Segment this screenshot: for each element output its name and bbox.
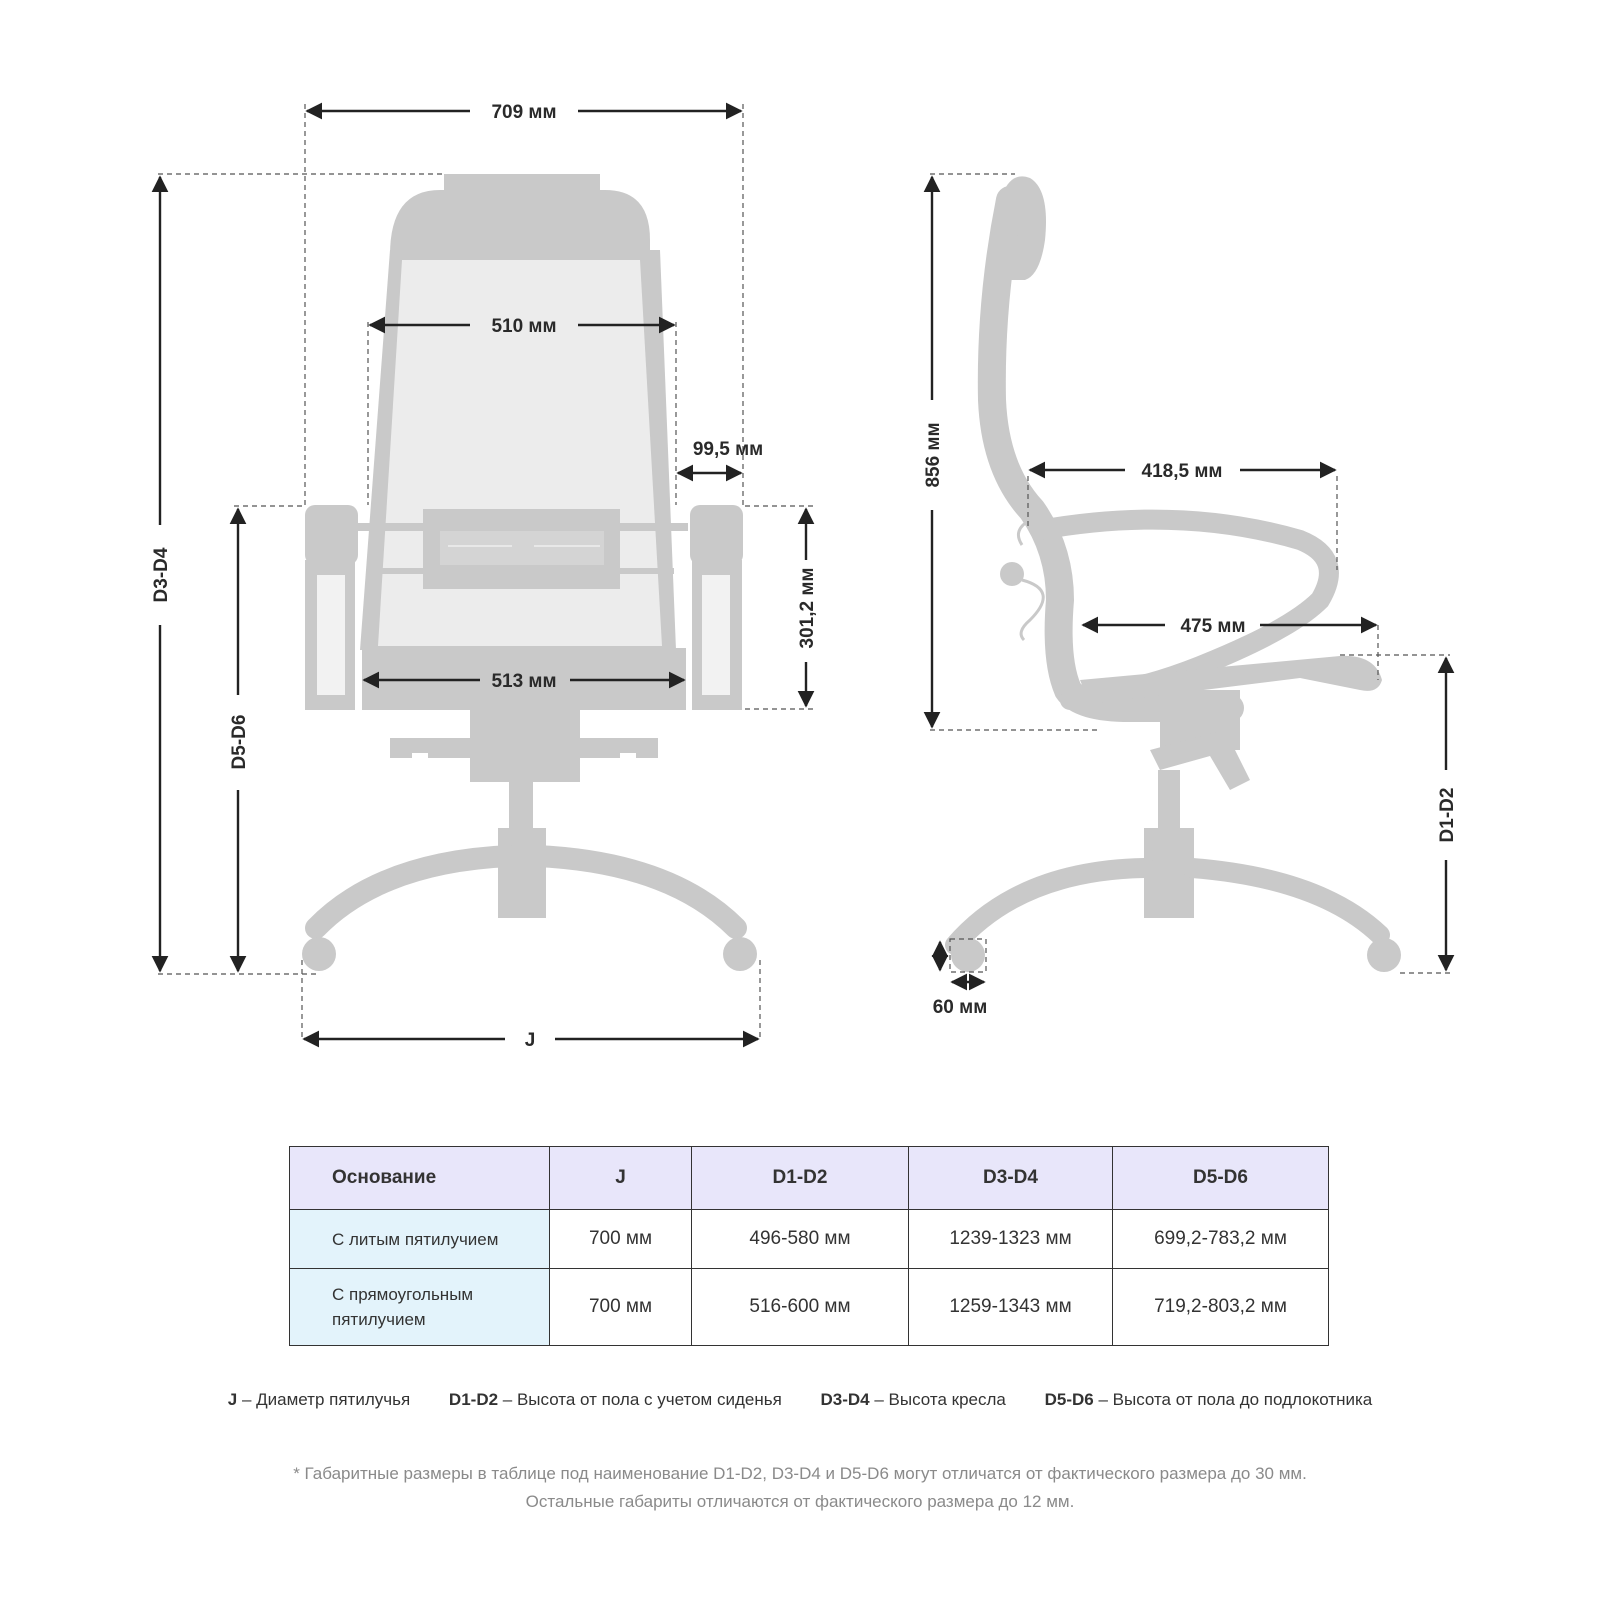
dim-d1-d2: D1-D2	[1437, 787, 1458, 843]
col-header-d3-d4: D3-D4	[909, 1147, 1113, 1210]
legend	[0, 1390, 1600, 1410]
cell-j: 700 мм	[550, 1210, 692, 1269]
dim-99-5: 99,5 мм	[692, 439, 764, 460]
footnote-line-2: Остальные габариты отличаются от фактического размера до 12 мм.	[525, 1492, 1075, 1511]
legend-item-d3-d4: D3-D4 – Высота кресла	[820, 1390, 1006, 1409]
dim-418-5: 418,5 мм	[1141, 461, 1223, 482]
dim-60: 60 мм	[932, 997, 988, 1018]
side-view-chair	[951, 176, 1401, 972]
table-header-row	[290, 1147, 1329, 1210]
cell-j: 700 мм	[550, 1269, 692, 1346]
dim-j: J	[524, 1030, 536, 1051]
dim-510: 510 мм	[491, 316, 557, 337]
legend-item-d1-d2: D1-D2 – Высота от пола с учетом сиденья	[448, 1390, 782, 1409]
col-header-j: J	[550, 1147, 692, 1210]
legend-item-j: J – Диаметр пятилучья	[227, 1390, 411, 1409]
cell-d3-d4: 1259-1343 мм	[909, 1269, 1113, 1346]
col-header-d5-d6: D5-D6	[1113, 1147, 1329, 1210]
front-view-chair	[302, 174, 757, 971]
cell-d5-d6: 699,2-783,2 мм	[1113, 1210, 1329, 1269]
footnote	[0, 1460, 1600, 1516]
cell-base: С литым пятилучием	[290, 1210, 550, 1269]
cell-base: С прямоугольным пятилучием	[290, 1269, 550, 1346]
dim-709: 709 мм	[491, 102, 557, 123]
dim-d3-d4: D3-D4	[151, 547, 172, 603]
col-header-base: Основание	[290, 1147, 550, 1210]
cell-d5-d6: 719,2-803,2 мм	[1113, 1269, 1329, 1346]
dim-856: 856 мм	[923, 422, 944, 488]
table-row	[290, 1210, 1329, 1269]
footnote-line-1: * Габаритные размеры в таблице под наименование D1-D2, D3-D4 и D5-D6 могут отличатся от фактического размера до 30 мм.	[293, 1464, 1307, 1483]
spec-table	[289, 1146, 1329, 1346]
col-header-d1-d2: D1-D2	[692, 1147, 909, 1210]
table-row	[290, 1269, 1329, 1346]
dim-d5-d6: D5-D6	[229, 714, 250, 770]
legend-item-d5-d6: D5-D6 – Высота от пола до подлокотника	[1044, 1390, 1373, 1409]
cell-d1-d2: 516-600 мм	[692, 1269, 909, 1346]
dim-513: 513 мм	[491, 671, 557, 692]
cell-d3-d4: 1239-1323 мм	[909, 1210, 1113, 1269]
cell-d1-d2: 496-580 мм	[692, 1210, 909, 1269]
dim-475: 475 мм	[1180, 616, 1246, 637]
dim-301-2: 301,2 мм	[797, 567, 818, 649]
